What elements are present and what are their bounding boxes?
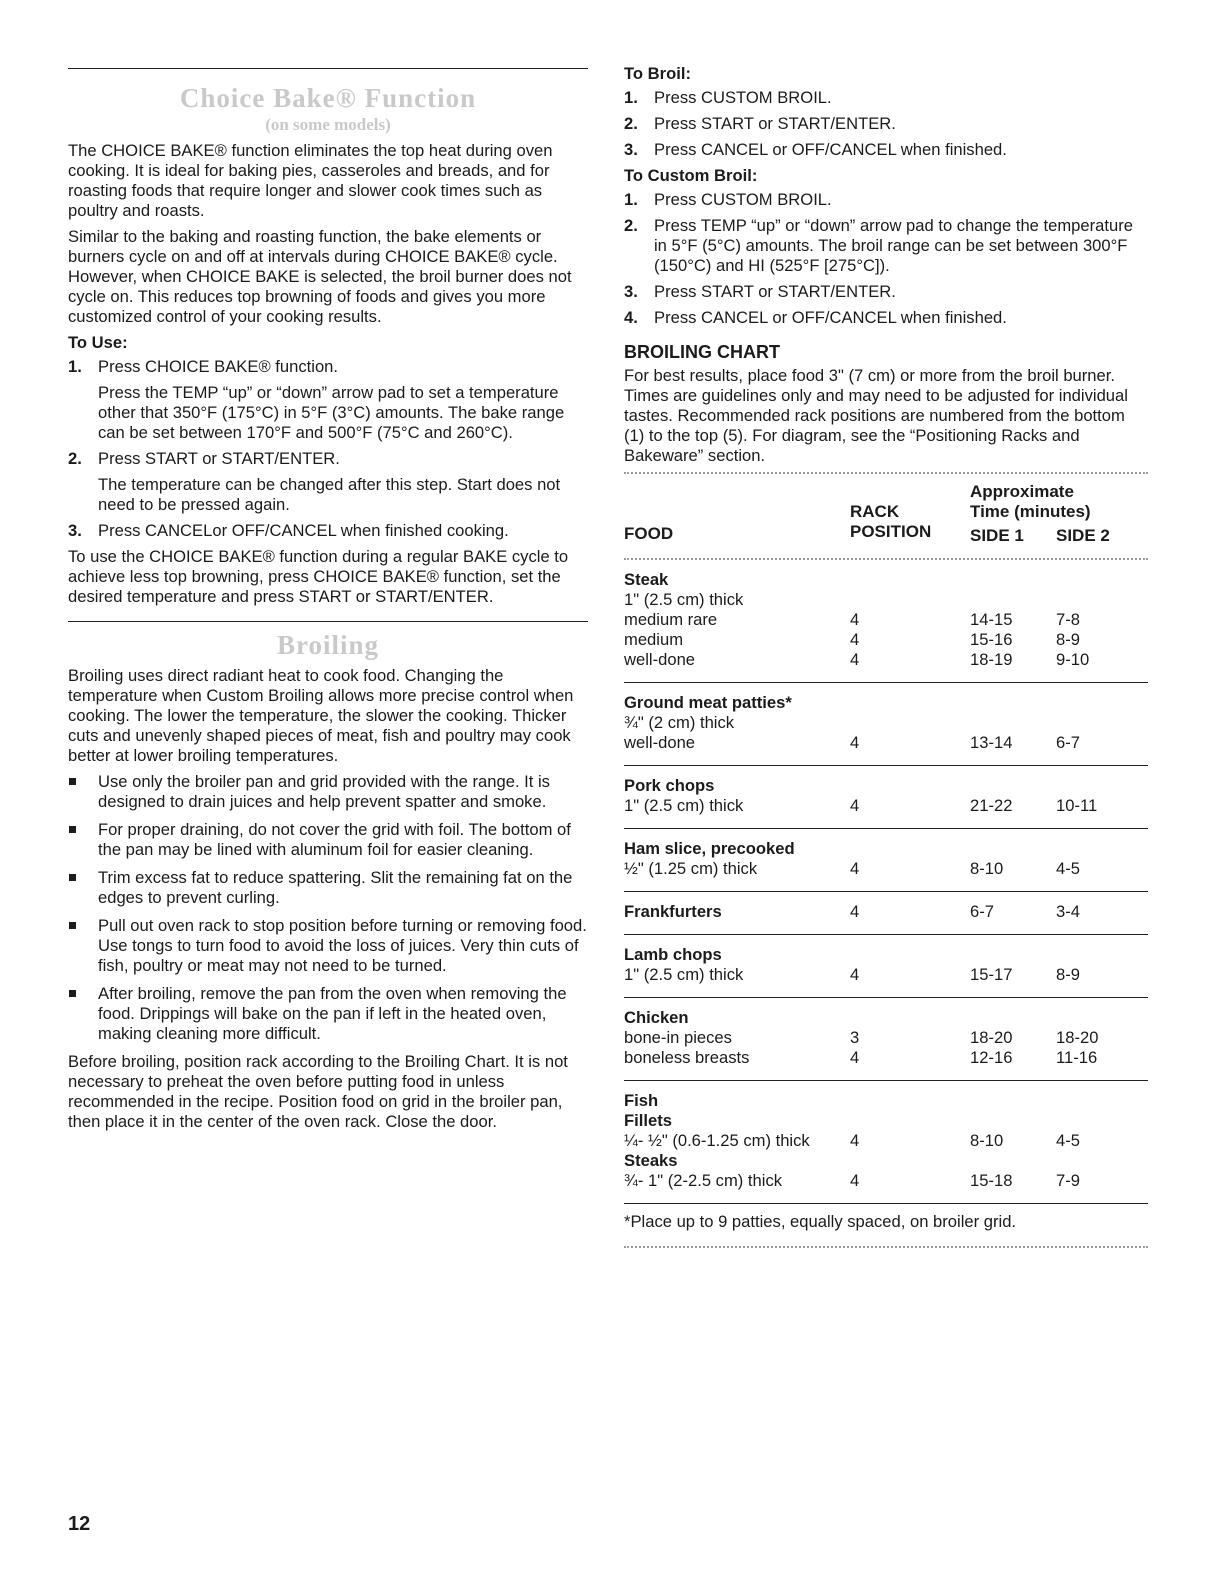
side2-time-cell (1056, 683, 1148, 714)
rack-position-cell: 4 (850, 859, 970, 892)
food-description-cell: 1" (2.5 cm) thick (624, 965, 850, 998)
broiling-chart-title: BROILING CHART (624, 342, 780, 362)
choice-bake-subtitle: (on some models) (265, 115, 391, 134)
side2-time-cell: 7-9 (1056, 1171, 1148, 1204)
side2-time-cell: 3-4 (1056, 892, 1148, 935)
bullet-item (68, 772, 588, 812)
to-custom-broil-steps (624, 190, 1148, 328)
step-number: 3. (68, 521, 82, 540)
food-description-cell: well-done (624, 650, 850, 683)
choice-bake-para3: To use the CHOICE BAKE® function during a regular BAKE cycle to achieve less top browning, press CHOICE BAKE® function, set the desired temperature and press START or START/ENTER. (68, 547, 569, 606)
side2-time-cell: 7-8 (1056, 610, 1080, 629)
side2-time-cell (1056, 560, 1148, 590)
side2-time-cell (1056, 829, 1148, 860)
table-row (624, 965, 1148, 998)
rack-position-cell (850, 560, 970, 590)
table-row (624, 1081, 1148, 1112)
bullet-square-icon (69, 990, 76, 997)
left-column (68, 0, 588, 1138)
rack-position-cell: 4 (850, 630, 860, 649)
side1-time-cell: 6-7 (970, 892, 1056, 935)
page-number: 12 (68, 1513, 91, 1535)
rack-position-cell: 3 (850, 1028, 860, 1047)
chart-bottom-divider (624, 1246, 1148, 1248)
food-description-cell: 1" (2.5 cm) thick (624, 796, 850, 829)
step-number: 3. (624, 282, 638, 301)
table-row (624, 590, 1148, 610)
bullet-square-icon (69, 826, 76, 833)
rack-position-cell (850, 998, 970, 1029)
side1-time-cell: 12-16 (970, 1048, 1056, 1081)
table-row (624, 1171, 1148, 1204)
header-rack-line2: POSITION (850, 522, 932, 541)
table-row (624, 935, 1148, 966)
step-number: 2. (624, 114, 638, 133)
food-description-cell: ½" (1.25 cm) thick (624, 859, 850, 892)
bullet-square-icon (69, 778, 76, 785)
choice-bake-para2: Similar to the baking and roasting function, the bake elements or burners cycle on and off at intervals during CHOICE BAKE® cycle. However, when CHOICE BAKE is selected, the broil burner does not cycle on. This reduces top browning of foods and gives you more customized control of your cooking results. (68, 227, 572, 326)
step-text: Press START or START/ENTER. (654, 282, 896, 301)
table-row (624, 683, 1148, 714)
step-text: Press CUSTOM BROIL. (654, 190, 832, 209)
step-subtext: Press the TEMP “up” or “down” arrow pad to set a temperature other that 350°F (175°C) in 5°F (3°C) amounts. The bake range can be set between 170°F and 500°F (75°C and 260°C). (98, 383, 565, 442)
step-item (624, 190, 1148, 210)
side2-time-cell: 8-9 (1056, 965, 1148, 998)
step-item (68, 357, 588, 443)
bullet-text: Trim excess fat to reduce spattering. Slit the remaining fat on the edges to prevent curling. (98, 868, 573, 907)
food-description-cell: ¾- 1" (2-2.5 cm) thick (624, 1171, 850, 1204)
step-number: 1. (68, 357, 82, 376)
side2-time-cell (1056, 1081, 1148, 1112)
food-description-cell: well-done (624, 733, 850, 766)
table-row (624, 859, 1148, 892)
food-group-name: Pork chops (624, 776, 715, 795)
side1-time-cell (970, 1111, 1056, 1131)
food-description-cell: ¾" (2 cm) thick (624, 713, 735, 732)
bullet-text: Pull out oven rack to stop position before turning or removing food. Use tongs to turn food to avoid the loss of juices. Very thin cuts of fish, poultry or meat may not need to be turned. (98, 916, 587, 975)
rack-position-cell: 4 (850, 1048, 970, 1081)
chart-footnote: *Place up to 9 patties, equally spaced, on broiler grid. (624, 1212, 1017, 1231)
header-time (970, 482, 1148, 546)
choice-bake-para1: The CHOICE BAKE® function eliminates the top heat during oven cooking. It is ideal for baking pies, casseroles and breads, and for roasting foods that require longer and slower cook times such as poultry and roasts. (68, 141, 553, 220)
side1-time-cell: 14-15 (970, 610, 1013, 629)
step-text: Press CUSTOM BROIL. (654, 88, 832, 107)
food-group-name: Fish (624, 1091, 659, 1110)
side1-time-cell: 13-14 (970, 733, 1056, 766)
side1-time-cell (970, 998, 1056, 1029)
bullet-square-icon (69, 922, 76, 929)
food-description-cell: ¼- ½" (0.6-1.25 cm) thick (624, 1131, 810, 1150)
rack-position-cell: 4 (850, 965, 970, 998)
side1-time-cell (970, 713, 1056, 733)
side1-time-cell (970, 590, 1056, 610)
side2-time-cell (1056, 1111, 1148, 1131)
table-row (624, 796, 1148, 829)
food-description-cell: medium rare (624, 610, 718, 629)
header-approx-line1: Approximate (970, 482, 1074, 501)
table-row (624, 630, 1148, 650)
food-group-name: Frankfurters (624, 892, 850, 935)
rack-position-cell: 4 (850, 892, 970, 935)
side1-time-cell: 15-16 (970, 630, 1013, 649)
food-description-cell: medium (624, 630, 684, 649)
table-row (624, 892, 1148, 935)
header-rack-line1: RACK (850, 502, 900, 521)
step-text: Press CANCELor OFF/CANCEL when finished cooking. (98, 521, 509, 540)
side2-time-cell: 9-10 (1056, 650, 1148, 683)
to-custom-broil-heading: To Custom Broil: (624, 166, 758, 185)
bullet-item (68, 820, 588, 860)
table-header-row (624, 482, 1148, 546)
table-row (624, 766, 1148, 797)
side2-time-cell (1056, 1151, 1148, 1171)
to-broil-steps (624, 88, 1148, 160)
bullet-text: For proper draining, do not cover the grid with foil. The bottom of the pan may be lined with aluminum foil for easier cleaning. (98, 820, 571, 859)
chart-top-divider (624, 472, 1148, 474)
bullet-item (68, 984, 588, 1044)
side2-time-cell: 4-5 (1056, 859, 1148, 892)
table-row (624, 713, 1148, 733)
side1-time-cell: 15-18 (970, 1171, 1056, 1204)
step-text: Press CHOICE BAKE® function. (98, 357, 339, 376)
side1-time-cell: 21-22 (970, 796, 1056, 829)
step-text: Press START or START/ENTER. (98, 449, 340, 468)
table-row (624, 1048, 1148, 1081)
step-item (624, 140, 1148, 160)
side1-time-cell (970, 560, 1056, 590)
side1-time-cell (970, 766, 1056, 797)
rack-position-cell: 4 (850, 610, 860, 629)
food-description-cell: bone-in pieces (624, 1028, 732, 1047)
to-broil-heading: To Broil: (624, 64, 691, 83)
side2-time-cell (1056, 998, 1148, 1029)
step-item (624, 114, 1148, 134)
rack-position-cell (850, 713, 970, 733)
food-description-cell: Steaks (624, 1151, 678, 1170)
side1-time-cell: 15-17 (970, 965, 1056, 998)
bullet-square-icon (69, 874, 76, 881)
header-food: FOOD (624, 524, 674, 543)
food-description-cell: 1" (2.5 cm) thick (624, 590, 744, 609)
to-use-steps (68, 357, 588, 541)
rack-position-cell (850, 829, 970, 860)
section-divider (68, 621, 588, 622)
step-item (624, 308, 1148, 328)
side2-time-cell: 4-5 (1056, 1131, 1080, 1150)
step-subtext: The temperature can be changed after this step. Start does not need to be pressed again. (98, 475, 561, 514)
table-row (624, 650, 1148, 683)
header-rack (850, 482, 970, 546)
side2-time-cell: 18-20 (1056, 1028, 1099, 1047)
header-side2: SIDE 2 (1056, 526, 1110, 545)
bullet-text: After broiling, remove the pan from the oven when removing the food. Drippings will bake on the pan if left in the heated oven, making cleaning more difficult. (98, 984, 567, 1043)
header-approx-line2: Time (minutes) (970, 502, 1091, 521)
section-divider (68, 68, 588, 69)
table-row (624, 1151, 1148, 1171)
step-item (68, 449, 588, 515)
choice-bake-title: Choice Bake® Function (179, 83, 477, 113)
step-text: Press START or START/ENTER. (654, 114, 896, 133)
rack-position-cell: 4 (850, 1171, 970, 1204)
step-number: 3. (624, 140, 638, 159)
step-number: 2. (68, 449, 82, 468)
side1-time-cell (970, 1151, 1056, 1171)
table-row (624, 1028, 1148, 1048)
side2-time-cell: 6-7 (1056, 733, 1148, 766)
step-number: 4. (624, 308, 638, 327)
side1-time-cell: 8-10 (970, 1131, 1004, 1150)
step-text: Press CANCEL or OFF/CANCEL when finished. (654, 308, 1007, 327)
rack-position-cell (850, 1151, 970, 1171)
broiling-bullets (68, 772, 588, 1044)
broiling-chart-body (624, 560, 1148, 1204)
bullet-item (68, 916, 588, 976)
side1-time-cell (970, 683, 1056, 714)
food-description-cell: Fillets (624, 1111, 672, 1130)
side2-time-cell (1056, 590, 1148, 610)
side2-time-cell: 10-11 (1056, 796, 1148, 829)
rack-position-cell: 4 (850, 733, 970, 766)
side2-time-cell: 11-16 (1056, 1048, 1148, 1081)
side2-time-cell (1056, 766, 1148, 797)
step-item (624, 88, 1148, 108)
bullet-text: Use only the broiler pan and grid provided with the range. It is designed to drain juices and help prevent spatter and smoke. (98, 772, 550, 811)
step-number: 1. (624, 88, 638, 107)
rack-position-cell (850, 683, 970, 714)
rack-position-cell (850, 590, 970, 610)
side1-time-cell (970, 829, 1056, 860)
table-row (624, 1131, 1148, 1151)
side1-time-cell: 18-20 (970, 1028, 1013, 1047)
rack-position-cell (850, 766, 970, 797)
food-group-name: Steak (624, 570, 669, 589)
side1-time-cell: 8-10 (970, 859, 1056, 892)
food-description-cell: boneless breasts (624, 1048, 850, 1081)
food-group-name: Ground meat patties* (624, 693, 792, 712)
table-row (624, 733, 1148, 766)
food-group-name: Ham slice, precooked (624, 839, 795, 858)
step-item (68, 521, 588, 541)
broiling-outro: Before broiling, position rack according to the Broiling Chart. It is not necessary to preheat the oven before putting food in unless recommended in the recipe. Position food on grid in the broiler pan, then place it in the center of the oven rack. Close the door. (68, 1052, 568, 1131)
step-number: 1. (624, 190, 638, 209)
header-side1: SIDE 1 (970, 526, 1024, 545)
bullet-item (68, 868, 588, 908)
table-row (624, 610, 1148, 630)
table-row (624, 560, 1148, 590)
side2-time-cell (1056, 935, 1148, 966)
to-use-heading: To Use: (68, 333, 128, 352)
right-column (624, 0, 1148, 1248)
broiling-title: Broiling (276, 630, 380, 660)
rack-position-cell: 4 (850, 1131, 860, 1150)
food-group-name: Chicken (624, 1008, 689, 1027)
rack-position-cell (850, 1081, 970, 1112)
step-item (624, 216, 1148, 276)
broiling-chart-intro: For best results, place food 3" (7 cm) or more from the broil burner. Times are guidelines only and may need to be adjusted for individual tastes. Recommended rack positions are numbered from the bottom (1) to the top (5). For diagram, see the “Positioning Racks and Bakeware” section. (624, 366, 1128, 465)
rack-position-cell: 4 (850, 796, 970, 829)
broiling-intro: Broiling uses direct radiant heat to cook food. Changing the temperature when Custom Broiling allows more precise control when cooking. The lower the temperature, the slower the cooking. Thicker cuts and unevenly shaped pieces of meat, fish and poultry may cook better at lower broiling temperatures. (68, 666, 574, 765)
step-number: 2. (624, 216, 638, 235)
step-text: Press TEMP “up” or “down” arrow pad to change the temperature in 5°F (5°C) amounts. The broil range can be set between 300°F (150°C) and HI (525°F [275°C]). (654, 216, 1133, 275)
step-item (624, 282, 1148, 302)
rack-position-cell (850, 1111, 970, 1131)
rack-position-cell (850, 935, 970, 966)
step-text: Press CANCEL or OFF/CANCEL when finished. (654, 140, 1007, 159)
rack-position-cell: 4 (850, 650, 970, 683)
side1-time-cell: 18-19 (970, 650, 1056, 683)
broiling-chart-table (624, 482, 1148, 1204)
side2-time-cell: 8-9 (1056, 630, 1080, 649)
table-row (624, 1111, 1148, 1131)
table-row (624, 829, 1148, 860)
side2-time-cell (1056, 713, 1148, 733)
table-row (624, 998, 1148, 1029)
side1-time-cell (970, 935, 1056, 966)
food-group-name: Lamb chops (624, 945, 722, 964)
side1-time-cell (970, 1081, 1056, 1112)
